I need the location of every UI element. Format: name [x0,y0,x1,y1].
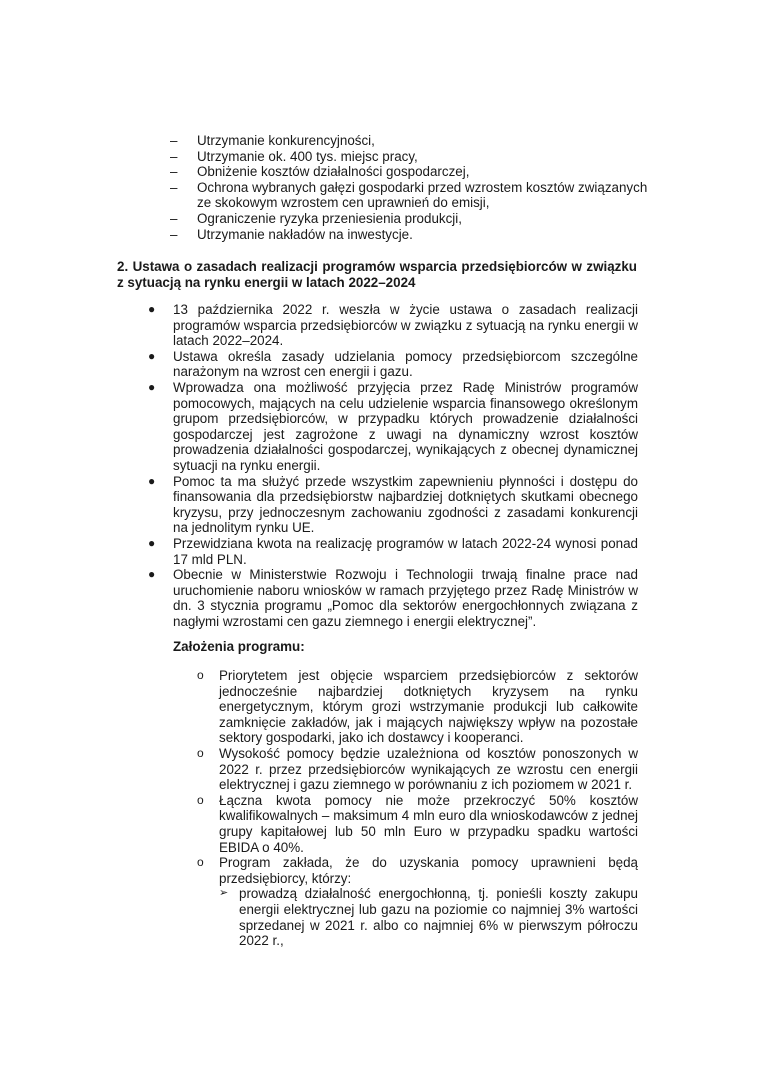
assumption-item-marker: o [197,745,204,760]
assumption-item-text: Priorytetem jest objęcie wsparciem przedsiębiorców z sektorów jednocześnie najbardziej dotkniętych kryzysem na rynku energetycznym, którym grozi wstrzymanie produkcji lub całkowite zamknięcie zakładów, jak i mających największy wpływ na pozostałe sektory gospodarki, jako ich dostawcy i kooperanci. [219,668,638,746]
goal-item-marker: – [170,164,178,180]
goal-item-text: Ograniczenie ryzyka przeniesienia produkcji, [197,210,462,226]
act-bullet-item-text: Pomoc ta ma służyć przede wszystkim zapewnieniu płynności i dostępu do finansowania dla przedsiębiorstw najbardziej dotkniętych skutkami obecnego kryzysu, przy jednoczesnym zachowaniu zgodności z zasadami konkurencji na jednolitym rynku UE. [173,473,638,536]
assumption-item-marker: o [197,668,204,682]
goal-item-text: Ochrona wybranych gałęzi gospodarki przed wzrostem kosztów związanych ze skokowym wzrostem cen uprawnień do emisji, [197,179,648,211]
goal-item [170,133,650,149]
act-bullet-item-marker: ● [148,348,156,363]
goals-list [170,133,650,242]
goal-item-text: Utrzymanie konkurencyjności, [197,133,375,148]
goal-item-text: Utrzymanie ok. 400 tys. miejsc pracy, [197,148,418,164]
assumption-item-text: Wysokość pomocy będzie uzależniona od kosztów ponoszonych w 2022 r. przez przedsiębiorców wynikających ze wzrostu cen energii elektrycznej i gazu ziemnego w porównaniu z ich poziomem w 2021 r. [219,745,638,793]
assumption-item [197,746,638,793]
act-bullet-item [146,380,638,474]
goal-item [170,227,650,243]
assumptions-list [197,668,638,949]
act-bullet-item-marker: ● [148,535,156,550]
act-bullet-item [146,536,638,567]
act-bullet-item-text: Przewidziana kwota na realizację programów w latach 2022-24 wynosi ponad 17 mld PLN. [173,535,638,567]
eligibility-item-marker: ➢ [219,887,229,900]
act-bullet-item-marker: ● [148,379,156,394]
act-bullet-item-marker: ● [148,567,156,582]
section-heading: 2. Ustawa o zasadach realizacji programów wsparcia przedsiębiorców w związku z sytuacją na rynku energii w latach 2022–2024 [117,259,637,290]
act-bullet-item [146,302,638,349]
act-bullet-item-text: 13 października 2022 r. weszła w życie ustawa o zasadach realizacji programów wsparcia przedsiębiorców w związku z sytuacją na rynku energii w latach 2022–2024. [173,302,638,349]
assumption-item [197,793,638,855]
goal-item-text: Obniżenie kosztów działalności gospodarczej, [197,164,470,180]
goal-item-marker: – [170,148,178,164]
goal-item-text: Utrzymanie nakładów na inwestycje. [197,226,413,242]
act-bullet-item [146,474,638,536]
goal-item-marker: – [170,210,178,226]
assumption-item [197,668,638,746]
act-bullet-item-text: Wprowadza ona możliwość przyjęcia przez Radę Ministrów programów pomocowych, mających na celu udzielenie wsparcia finansowego określonym grupom przedsiębiorców, w przypadku których prowadzenie działalności gospodarczej jest zagrożone z uwagi na dynamiczny wzrost kosztów prowadzenia działalności gospodarczej, wynikających z obecnej dynamicznej sytuacji na rynku energii. [173,379,638,473]
goal-item-marker: – [170,226,178,242]
assumption-item-text: Łączna kwota pomocy nie może przekroczyć 50% kosztów kwalifikowalnych – maksimum 4 mln euro dla wnioskodawców z jednej grupy kapitałowej lub 50 mln Euro w przypadku spadku wartości EBIDA o 40%. [219,792,638,855]
act-bullet-item-text: Ustawa określa zasady udzielania pomocy przedsiębiorcom szczególne narażonym na wzrost cen energii i gazu. [173,348,638,380]
eligibility-item-text: prowadzą działalność energochłonną, tj. ponieśli koszty zakupu energii elektrycznej lub gazu na poziomie co najmniej 3% wartości sprzedanej w 2021 r. albo co najmniej 6% w pierwszym półroczu 2022 r., [239,886,638,949]
act-bullet-list [146,302,638,629]
act-bullet-item-text: Obecnie w Ministerstwie Rozwoju i Technologii trwają finalne prace nad uruchomienie naboru wniosków w ramach przyjętego przez Radę Ministrów w dn. 3 stycznia programu „Pomoc dla sektorów energochłonnych związana z nagłymi wzrostami cen gazu ziemnego i energii elektrycznej”. [173,567,638,629]
goal-item [170,164,650,180]
program-assumptions-heading: Założenia programu: [173,639,305,654]
assumption-item-marker: o [197,855,204,870]
eligibility-list [219,886,638,948]
goal-item-marker: – [170,179,178,195]
goal-item-marker: – [170,133,178,148]
goal-item [170,149,650,165]
eligibility-item [219,886,638,948]
act-bullet-item [146,349,638,380]
act-bullet-item-marker: ● [148,302,156,316]
assumption-item-marker: o [197,792,204,807]
act-bullet-item [146,567,638,629]
act-bullet-item-marker: ● [148,473,156,488]
assumption-item-text: Program zakłada, że do uzyskania pomocy uprawnieni będą przedsiębiorcy, którzy: [219,855,638,886]
goal-item [170,211,650,227]
assumption-item [197,855,638,949]
goal-item [170,180,650,211]
